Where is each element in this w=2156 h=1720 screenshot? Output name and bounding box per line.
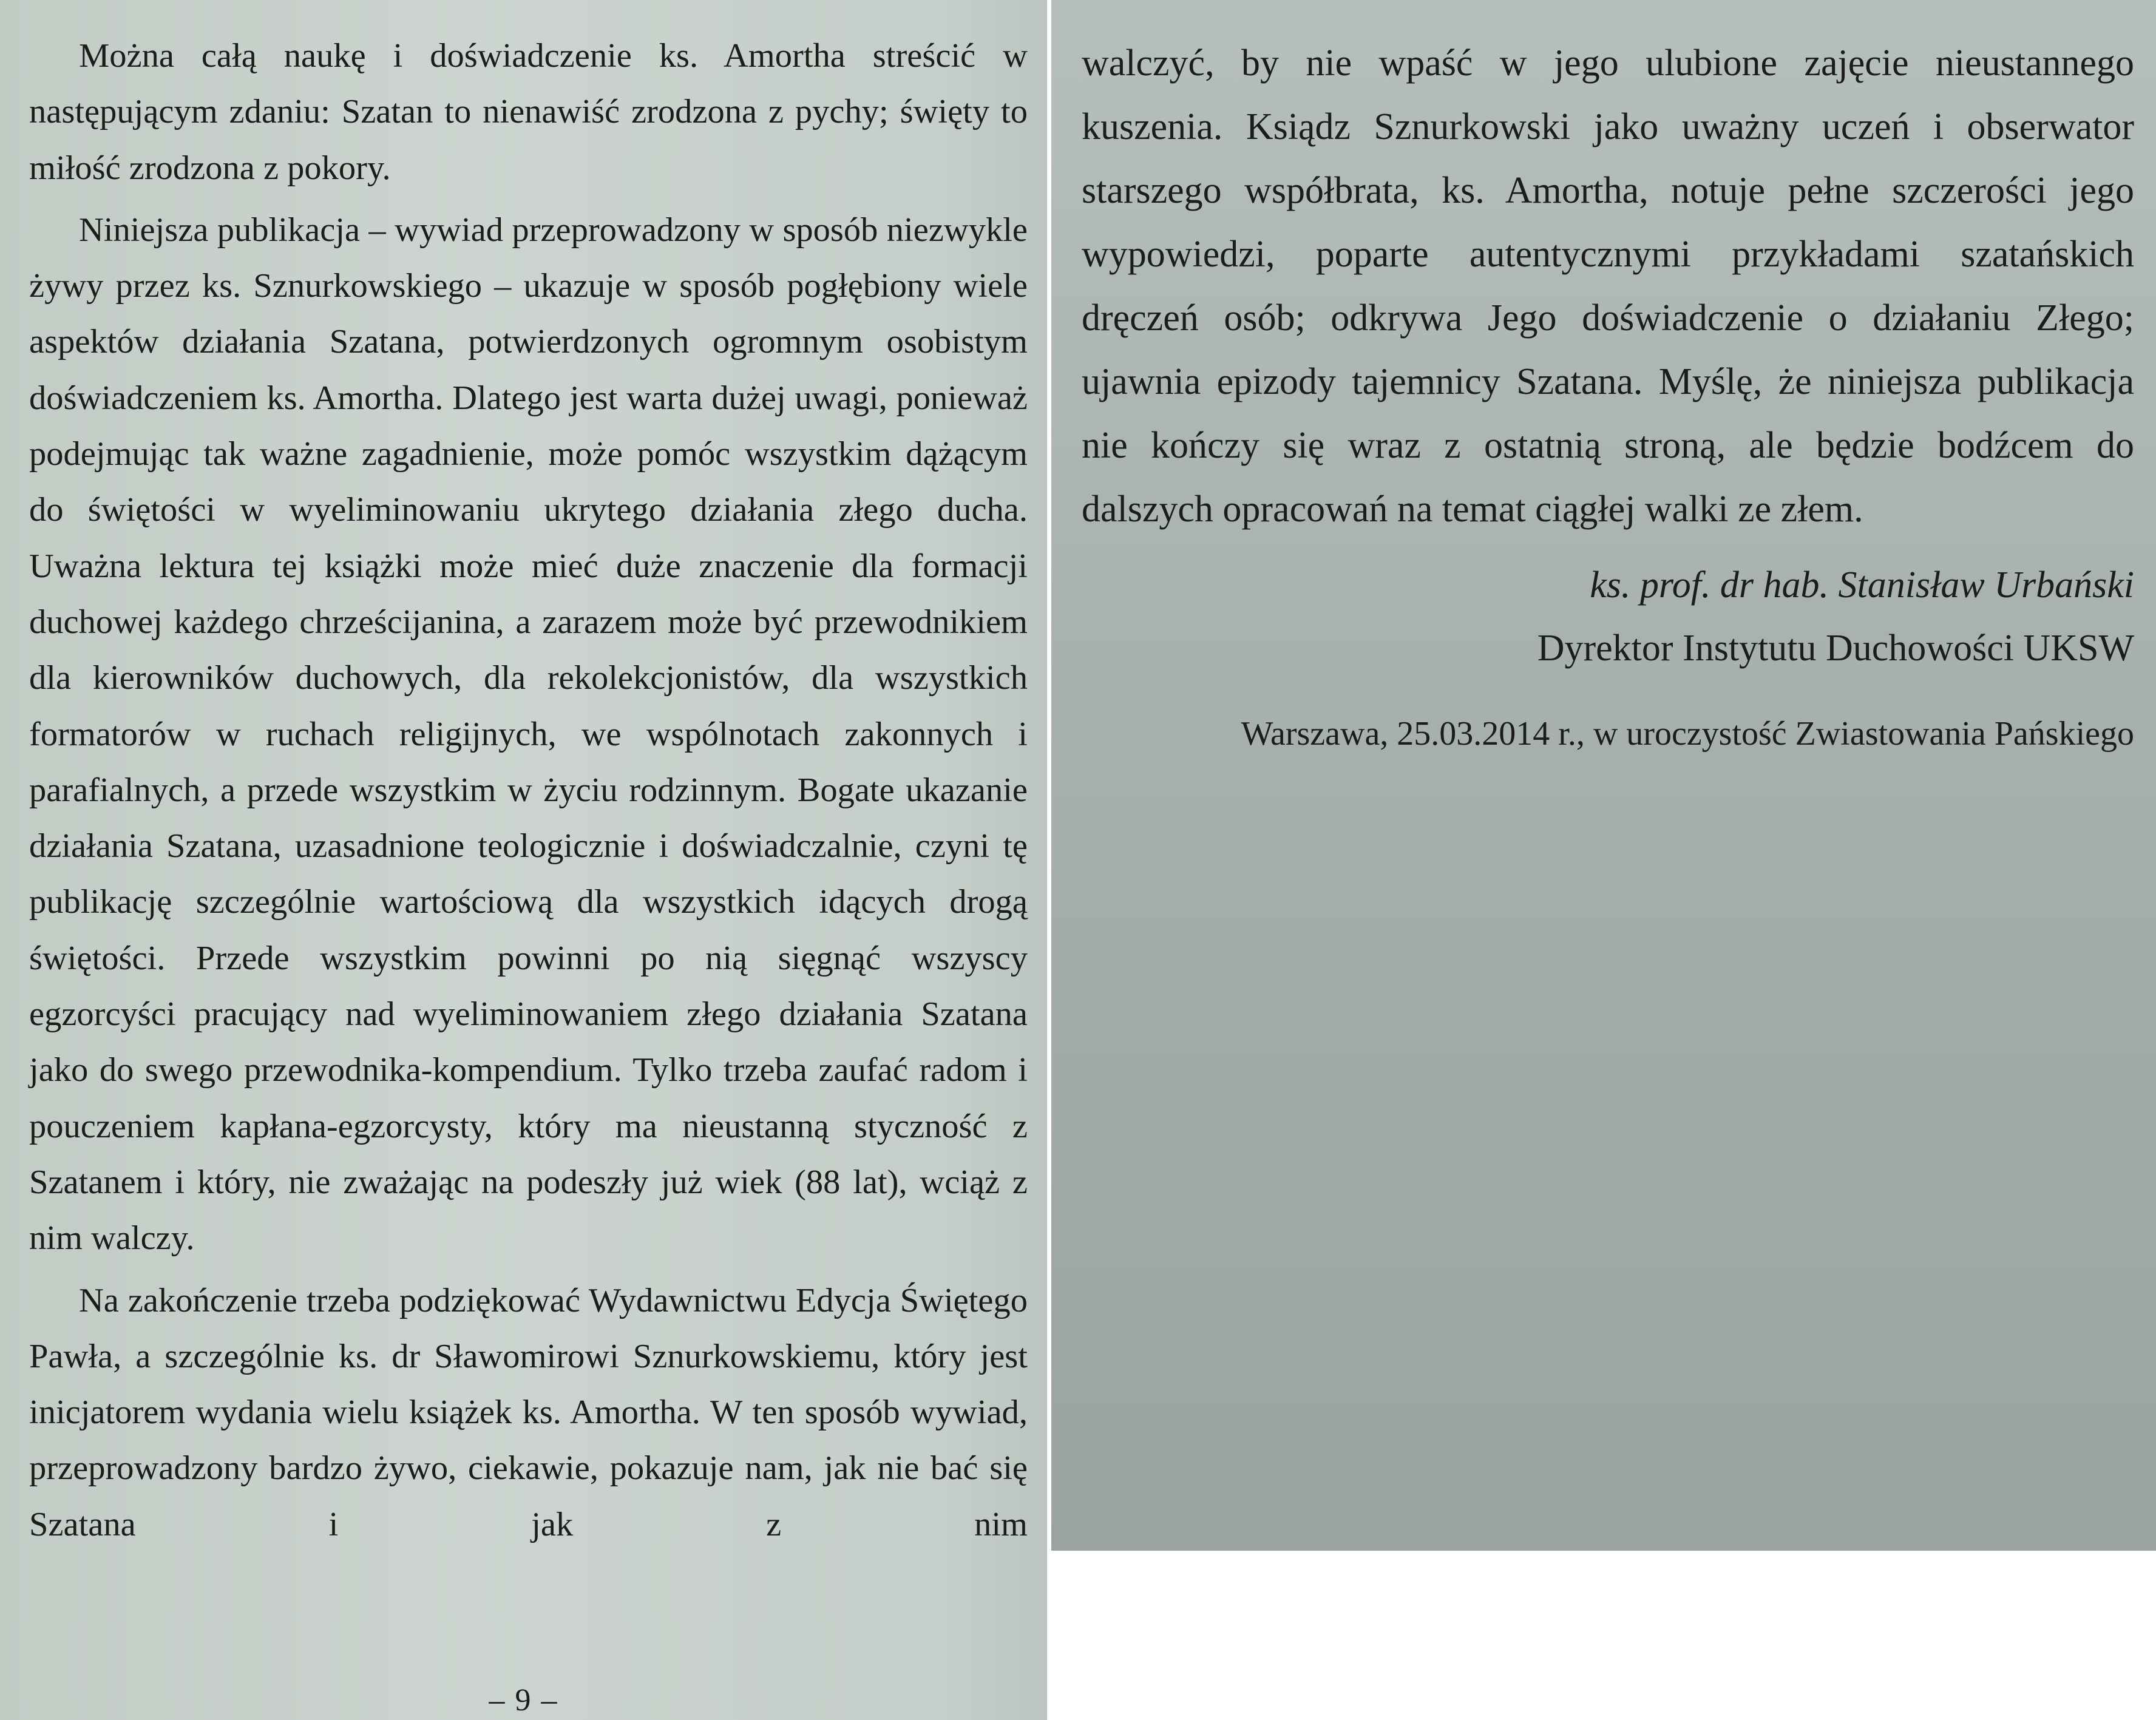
paragraph: Można całą naukę i doświadczenie ks. Amortha streścić w następującym zdaniu: Szatan to nienawiść zrodzona z pychy; święty to miłość zrodzona z pokory.: [29, 37, 1028, 187]
paragraph: Niniejsza publikacja – wywiad przeprowadzony w sposób niezwykle żywy przez ks. Sznurkowskiego – ukazuje w sposób pogłębiony wiele aspektów działania Szatana, potwierdzonych ogromnym osobistym doświadczeniem ks. Amortha. Dlatego jest warta dużej uwagi, ponieważ podejmując tak ważne zagadnienie, może pomóc wszystkim dążącym do świętości w wyeliminowaniu ukrytego działania złego ducha. Uważna lektura tej książki może mieć duże znaczenie dla formacji duchowej każdego chrześcijanina, a zarazem może być przewodnikiem dla kierowników duchowych, dla rekolekcjonistów, dla wszystkich formatorów w ruchach religijnych, we wspólnotach zakonnych i parafialnych, a przede wszystkim w życiu rodzinnym. Bogate ukazanie działania Szatana, uzasadnione teologicznie i doświadczalnie, czyni tę publikację szczególnie wartościową dla wszystkich idących drogą świętości. Przede wszystkim powinni po nią sięgnąć wszyscy egzorcyści pracujący nad wyeliminowaniem złego działania Szatana jako do swego przewodnika-kompendium. Tylko trzeba zaufać radom i pouczeniem kapłana-egzorcysty, który ma nieustanną styczność z Szatanem i który, nie zważając na podeszły już wiek (88 lat), wciąż z nim walczy.: [29, 211, 1028, 1258]
right-page-text: [1082, 32, 2134, 541]
paragraph-gap: [29, 1267, 1028, 1273]
page-number: – 9 –: [489, 1683, 558, 1718]
left-book-page: [0, 0, 1047, 1720]
paragraph: walczyć, by nie wpaść w jego ulubione zajęcie nieustannego kuszenia. Ksiądz Sznurkowski jako uważny uczeń i obserwator starszego współbrata, ks. Amortha, notuje pełne szczerości jego wypowiedzi, poparte autentycznymi przykładami szatańskich dręczeń osób; odkrywa Jego doświadczenie o działaniu Złego; ujawnia epizody tajemnicy Szatana. Myślę, że niniejsza publikacja nie kończy się wraz z ostatnią stroną, ale będzie bodźcem do dalszych opracowań na temat ciągłej walki ze złem.: [1082, 42, 2134, 530]
signature-block: [1082, 554, 2134, 680]
right-book-page: [1051, 0, 2156, 1551]
place-date: Warszawa, 25.03.2014 r., w uroczystość Zwiastowania Pańskiego: [1241, 715, 2134, 753]
paragraph: Na zakończenie trzeba podziękować Wydawnictwu Edycja Świętego Pawła, a szczególnie ks. dr Sławomirowi Sznurkowskiemu, który jest inicjatorem wydania wielu książek ks. Amortha. W ten sposób wywiad, przeprowadzony bardzo żywo, ciekawie, pokazuje nam, jak nie bać się Szatana i jak z nim: [29, 1281, 1028, 1543]
paragraph-gap: [29, 196, 1028, 202]
signature-name: ks. prof. dr hab. Stanisław Urbański: [1590, 564, 2134, 606]
signature-title: Dyrektor Instytutu Duchowości UKSW: [1537, 628, 2134, 669]
